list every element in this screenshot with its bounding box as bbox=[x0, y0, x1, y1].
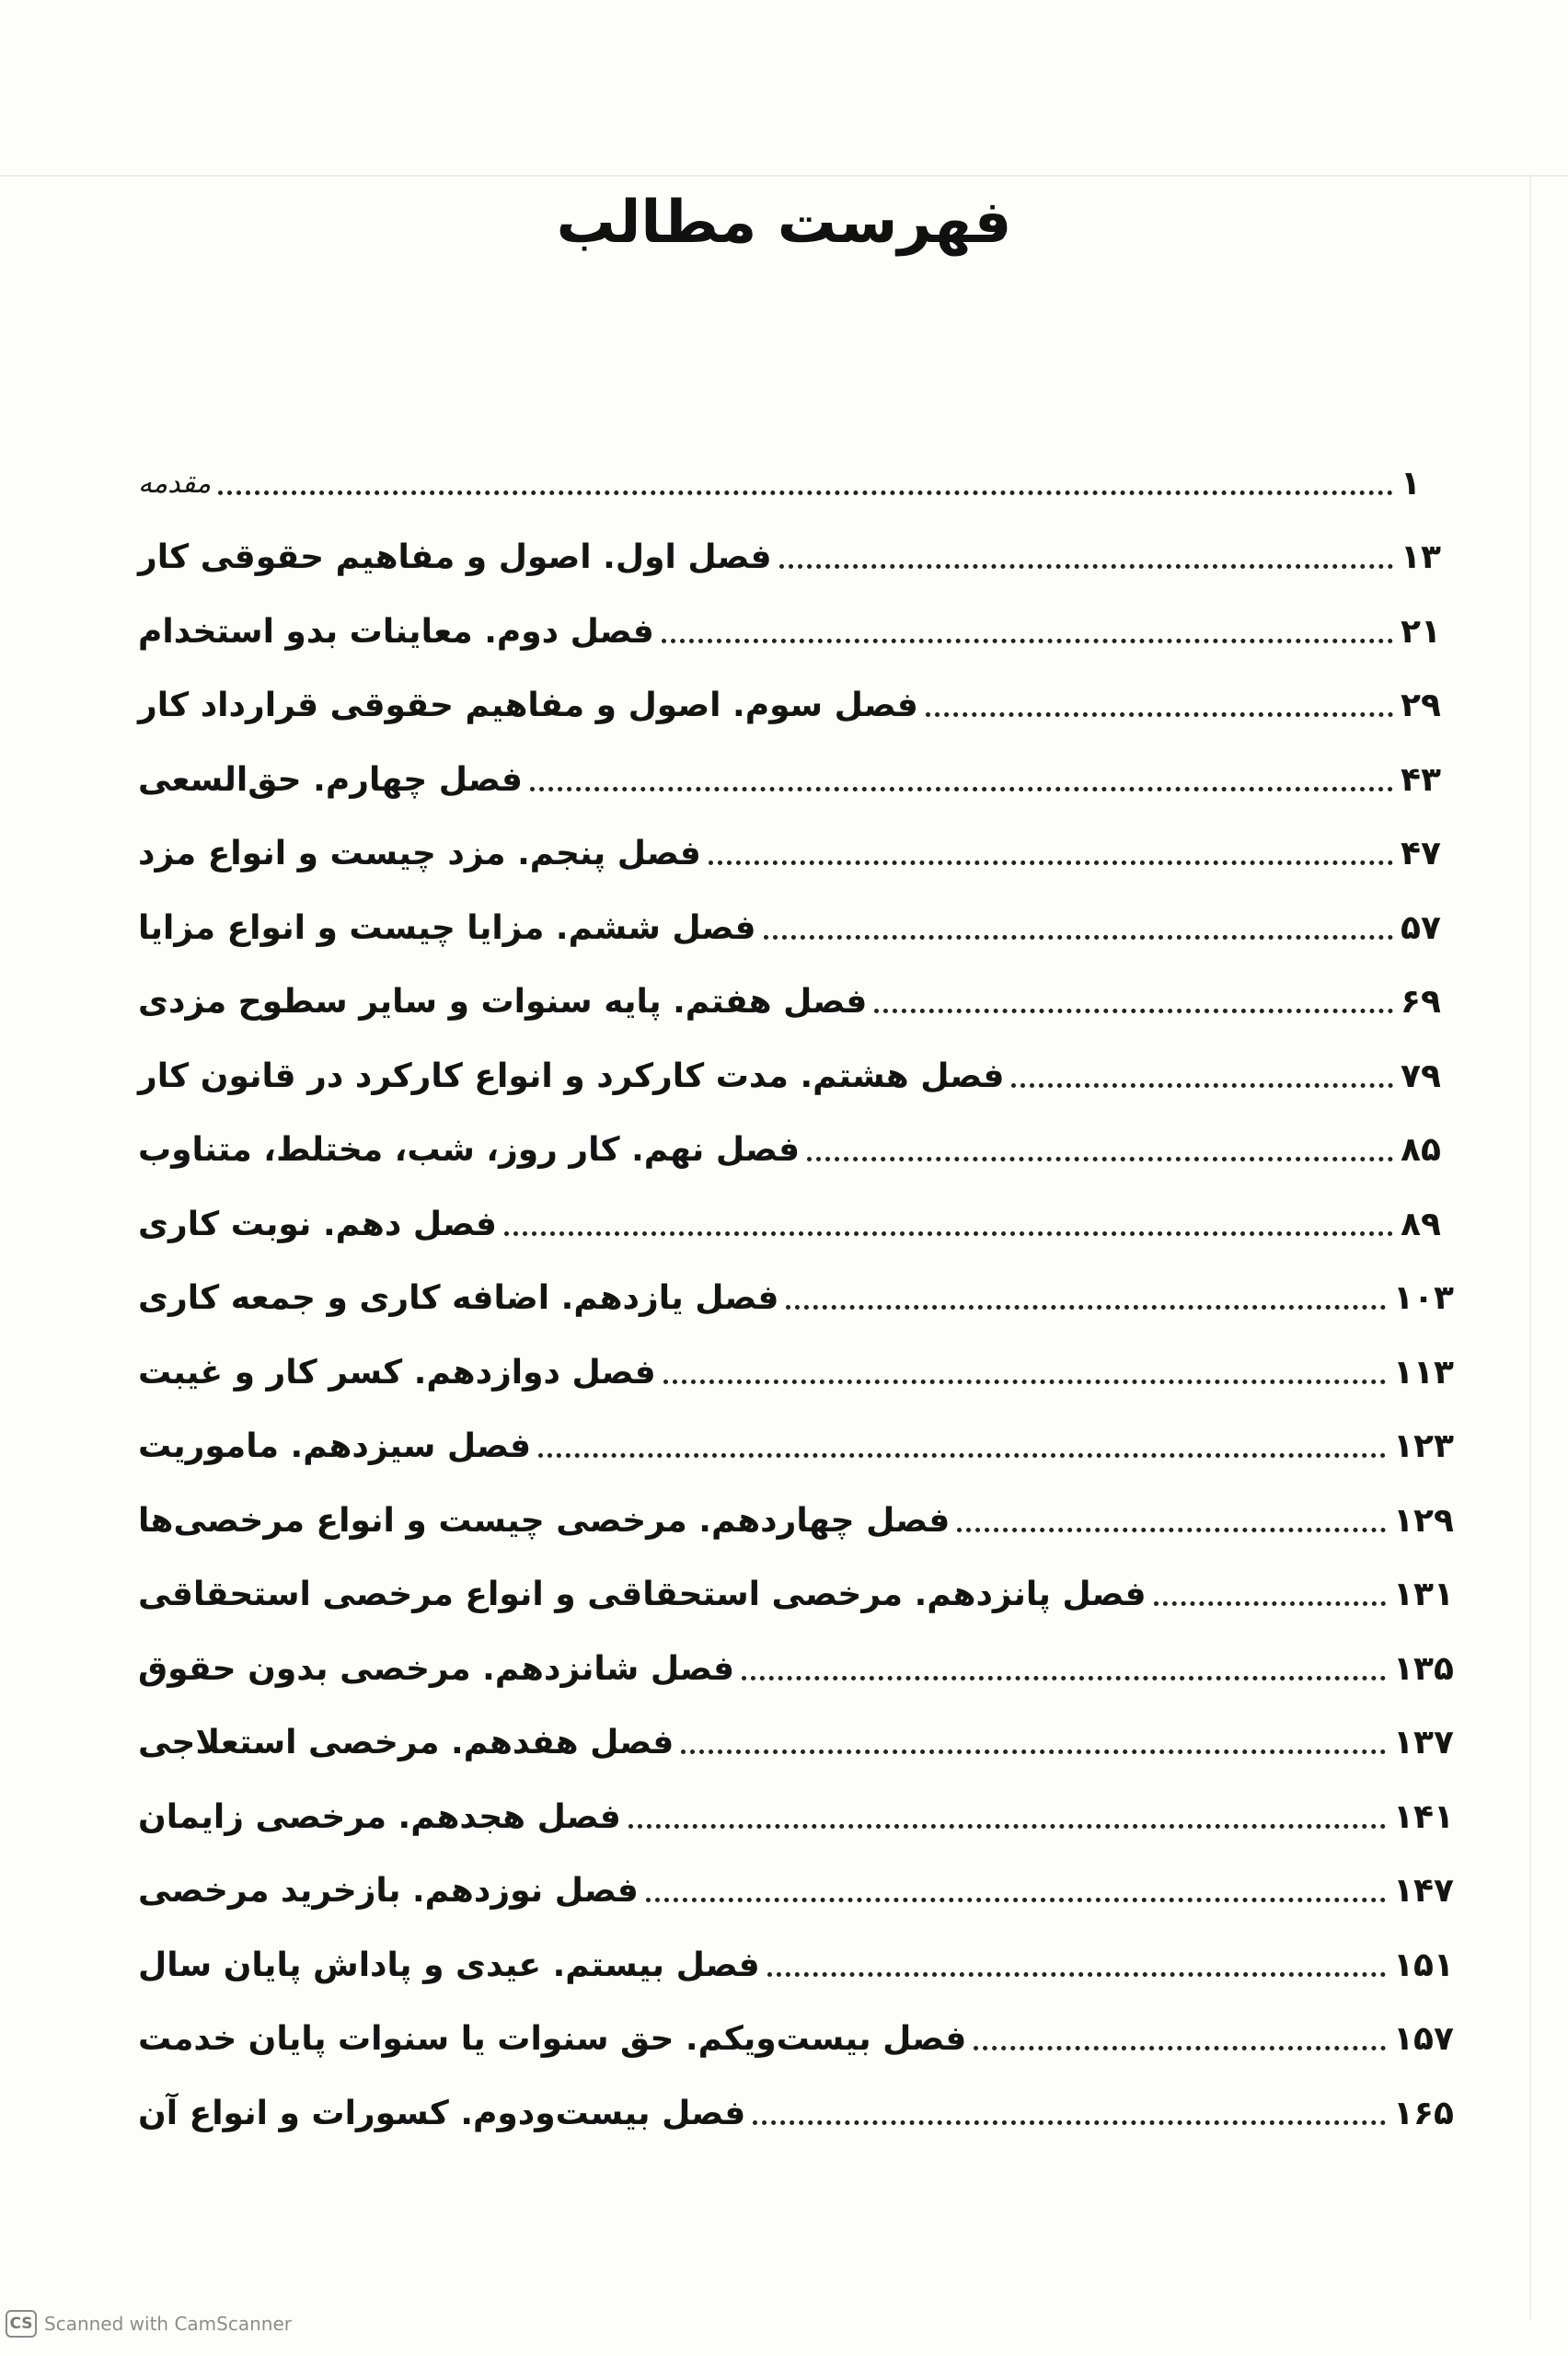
toc-dot-leader bbox=[742, 1676, 1386, 1680]
toc-entry-title: فصل هفدهم. مرخصی استعلاجی bbox=[138, 1724, 674, 1762]
toc-entry bbox=[138, 1187, 1454, 1262]
toc-dot-leader bbox=[663, 1380, 1386, 1384]
toc-entry-title: فصل ششم. مزایا چیست و انواع مزایا bbox=[138, 908, 756, 947]
scanner-watermark bbox=[6, 2305, 292, 2342]
toc-entry bbox=[138, 1780, 1454, 1854]
toc-entry bbox=[138, 965, 1454, 1040]
toc-entry bbox=[138, 1410, 1454, 1484]
page-top-edge bbox=[0, 175, 1568, 177]
toc-entry-title: فصل سوم. اصول و مفاهیم حقوقی قرارداد کار bbox=[138, 687, 918, 725]
toc-entry-page-number: ۱۴۷ bbox=[1393, 1872, 1454, 1911]
toc-entry-title: فصل پانزدهم. مرخصی استحقاقی و انواع مرخصی استحقاقی bbox=[138, 1576, 1147, 1614]
toc-dot-leader bbox=[779, 564, 1393, 569]
toc-entry-page-number: ۵۷ bbox=[1401, 908, 1441, 947]
toc-entry bbox=[138, 1558, 1454, 1633]
toc-entry-page-number: ۱۱۳ bbox=[1393, 1353, 1454, 1392]
toc-dot-leader bbox=[807, 1157, 1393, 1161]
toc-dot-leader bbox=[681, 1750, 1386, 1754]
toc-entry-page-number: ۱ bbox=[1401, 464, 1421, 502]
toc-dot-leader bbox=[926, 712, 1393, 717]
toc-entry bbox=[138, 1854, 1454, 1929]
toc-entry-page-number: ۱۵۷ bbox=[1393, 2020, 1454, 2059]
toc-dot-leader bbox=[218, 491, 1393, 495]
toc-dot-leader bbox=[709, 860, 1393, 865]
toc-entry bbox=[138, 891, 1454, 965]
toc-entry-page-number: ۸۵ bbox=[1401, 1131, 1441, 1170]
toc-entry-page-number: ۲۹ bbox=[1401, 687, 1441, 725]
toc-entry bbox=[138, 1114, 1454, 1188]
toc-entry-title: فصل یازدهم. اضافه کاری و جمعه کاری bbox=[138, 1279, 779, 1318]
scanner-watermark-text: Scanned with CamScanner bbox=[44, 2313, 292, 2335]
toc-entry bbox=[138, 2076, 1454, 2151]
toc-entry bbox=[138, 1632, 1454, 1706]
toc-entry-page-number: ۶۹ bbox=[1401, 983, 1441, 1022]
toc-entry bbox=[138, 743, 1454, 817]
toc-entry-title: فصل بیستم. عیدی و پاداش پایان سال bbox=[138, 1946, 760, 1984]
page-title: فهرست مطالب bbox=[556, 189, 1012, 257]
toc-entry-page-number: ۱۳۷ bbox=[1393, 1724, 1454, 1762]
toc-entry-title: مقدمه bbox=[138, 467, 212, 500]
toc-entry-page-number: ۲۱ bbox=[1401, 612, 1441, 651]
toc-entry bbox=[138, 817, 1454, 892]
toc-entry bbox=[138, 1928, 1454, 2003]
toc-entry-title: فصل چهاردهم. مرخصی چیست و انواع مرخصی‌ها bbox=[138, 1501, 951, 1540]
toc-entry-page-number: ۱۲۳ bbox=[1393, 1427, 1454, 1466]
toc-entry-title: فصل دهم. نوبت کاری bbox=[138, 1205, 498, 1243]
camscanner-logo-icon: CS bbox=[6, 2310, 37, 2338]
toc-dot-leader bbox=[874, 1009, 1393, 1013]
toc-entry-title: فصل چهارم. حق‌السعی bbox=[138, 760, 523, 799]
toc-entry bbox=[138, 669, 1454, 744]
toc-dot-leader bbox=[538, 1453, 1386, 1458]
toc-entry bbox=[138, 1262, 1454, 1336]
toc-entry-page-number: ۱۴۱ bbox=[1393, 1797, 1454, 1836]
toc-dot-leader bbox=[974, 2046, 1386, 2050]
toc-entry bbox=[138, 2003, 1454, 2077]
page-right-edge bbox=[1529, 175, 1531, 2319]
toc-entry-title: فصل هفتم. پایه سنوات و سایر سطوح مزدی bbox=[138, 983, 868, 1022]
toc-entry bbox=[138, 1484, 1454, 1558]
toc-entry-title: فصل دوازدهم. کسر کار و غیبت bbox=[138, 1353, 656, 1392]
toc-entry-page-number: ۱۶۵ bbox=[1393, 2094, 1454, 2132]
toc-entry-page-number: ۱۳۱ bbox=[1393, 1576, 1454, 1614]
toc-entry-page-number: ۴۳ bbox=[1401, 760, 1441, 799]
toc-dot-leader bbox=[646, 1898, 1386, 1902]
toc-dot-leader bbox=[504, 1231, 1393, 1236]
toc-dot-leader bbox=[957, 1528, 1386, 1532]
toc-entry bbox=[138, 521, 1454, 595]
toc-entry-page-number: ۸۹ bbox=[1401, 1205, 1441, 1243]
toc-entry bbox=[138, 446, 1454, 521]
toc-dot-leader bbox=[786, 1305, 1386, 1310]
toc-entry bbox=[138, 1706, 1454, 1781]
toc-entry-title: فصل شانزدهم. مرخصی بدون حقوق bbox=[138, 1649, 735, 1688]
toc-entry-title: فصل نهم. کار روز، شب، مختلط، متناوب bbox=[138, 1131, 801, 1170]
toc-dot-leader bbox=[1011, 1083, 1393, 1088]
toc-entry-title: فصل دوم. معاینات بدو استخدام bbox=[138, 612, 654, 651]
toc-dot-leader bbox=[764, 935, 1393, 940]
toc-entry-page-number: ۱۳ bbox=[1401, 538, 1441, 577]
toc-entry-title: فصل پنجم. مزد چیست و انواع مزد bbox=[138, 835, 701, 873]
toc-entry-title: فصل بیست‌ویکم. حق سنوات یا سنوات پایان خدمت bbox=[138, 2020, 967, 2059]
toc-entry-page-number: ۱۰۳ bbox=[1393, 1279, 1454, 1318]
toc-entry bbox=[138, 1039, 1454, 1114]
toc-entry-title: فصل سیزدهم. ماموریت bbox=[138, 1427, 532, 1466]
toc-dot-leader bbox=[767, 1972, 1386, 1977]
toc-dot-leader bbox=[628, 1824, 1386, 1829]
toc-entry-page-number: ۱۲۹ bbox=[1393, 1501, 1454, 1540]
toc-entry bbox=[138, 1335, 1454, 1410]
toc-entry-page-number: ۱۵۱ bbox=[1393, 1946, 1454, 1984]
toc-entry-title: فصل هجدهم. مرخصی زایمان bbox=[138, 1797, 621, 1836]
toc-dot-leader bbox=[1154, 1601, 1386, 1606]
toc-entry-title: فصل اول. اصول و مفاهیم حقوقی کار bbox=[138, 538, 772, 577]
table-of-contents bbox=[138, 446, 1454, 2151]
toc-entry-title: فصل نوزدهم. بازخرید مرخصی bbox=[138, 1872, 639, 1911]
toc-entry-page-number: ۴۷ bbox=[1401, 835, 1441, 873]
toc-entry-title: فصل هشتم. مدت کارکرد و انواع کارکرد در قانون کار bbox=[138, 1057, 1005, 1095]
toc-dot-leader bbox=[530, 787, 1393, 791]
toc-entry-page-number: ۷۹ bbox=[1401, 1057, 1441, 1095]
toc-entry-page-number: ۱۳۵ bbox=[1393, 1649, 1454, 1688]
toc-dot-leader bbox=[753, 2120, 1386, 2125]
toc-entry bbox=[138, 595, 1454, 669]
toc-entry-title: فصل بیست‌ودوم. کسورات و انواع آن bbox=[138, 2094, 746, 2132]
toc-dot-leader bbox=[662, 639, 1393, 643]
